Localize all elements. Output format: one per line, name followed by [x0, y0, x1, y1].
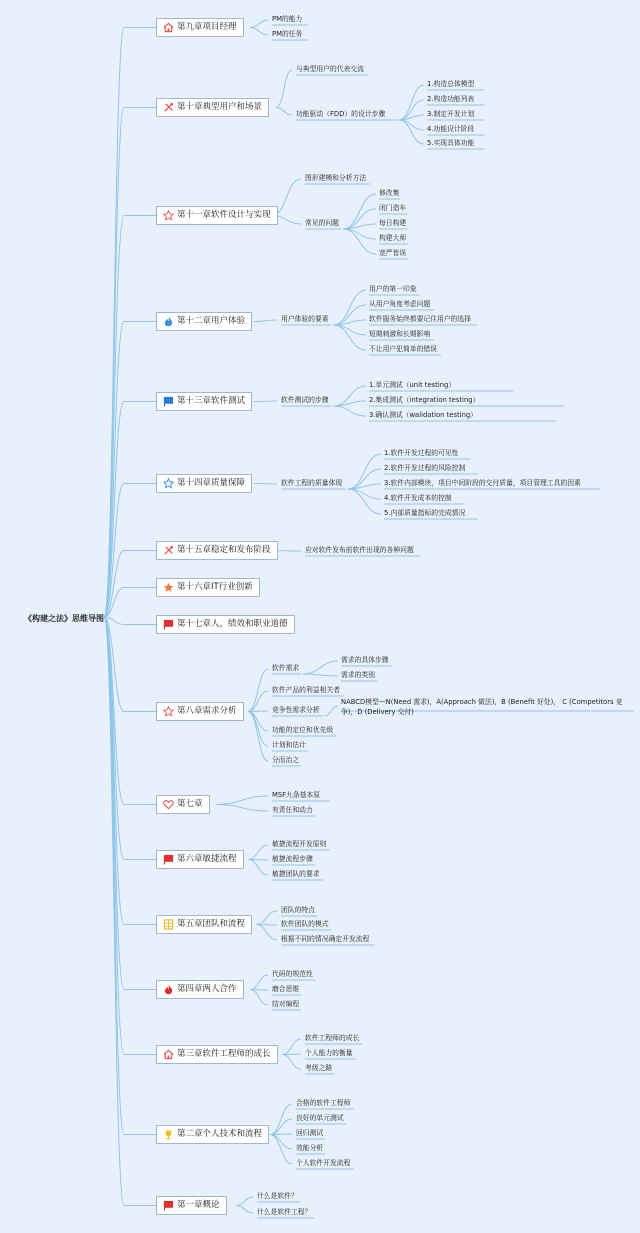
chapter-node[interactable] — [156, 915, 252, 934]
subtopic-item[interactable]: 宽严皆误 — [379, 249, 407, 257]
chapter-label: 第八章需求分析 — [177, 706, 237, 716]
grid-icon — [163, 919, 174, 930]
topic-item[interactable]: 计划和估计 — [272, 741, 306, 749]
flag-icon — [163, 1200, 174, 1211]
subtopic-item[interactable]: 不让用户犯简单的错误 — [369, 345, 437, 353]
flame-icon — [163, 316, 174, 327]
topic-item[interactable]: 软件团队的模式 — [281, 920, 329, 928]
chapter-node[interactable] — [156, 541, 278, 560]
topic-item[interactable]: 竞争性需求分析 — [272, 706, 320, 714]
chapter-label: 第六章敏捷流程 — [177, 854, 237, 864]
chapter-label: 第十章典型用户和场景 — [177, 102, 263, 112]
chapter-node[interactable] — [156, 18, 244, 37]
tools-icon — [163, 102, 174, 113]
chapter-label: 第四章两人合作 — [177, 984, 237, 994]
topic-item[interactable]: 软件需求 — [272, 664, 300, 672]
subtopic-item[interactable]: 每日构建 — [379, 219, 407, 227]
chapter-node[interactable] — [156, 98, 269, 117]
topic-item[interactable]: 合格的软件工程师 — [296, 1099, 351, 1107]
chapter-node[interactable] — [156, 615, 295, 634]
topic-item[interactable]: 软件产品的利益相关者 — [272, 686, 340, 694]
subtopic-item[interactable]: 用户的第一印象 — [369, 285, 417, 293]
topic-item[interactable]: 代码的规范性 — [272, 970, 313, 978]
chapter-label: 第二章个人技术和流程 — [177, 1129, 263, 1139]
chapter-node[interactable] — [156, 206, 278, 225]
subtopic-item[interactable]: 5.实现具体功能 — [427, 139, 475, 147]
subtopic-item[interactable]: 2.构造功能列表 — [427, 95, 475, 103]
subtopic-item[interactable]: 2.集成测试（integration testing） — [369, 396, 480, 404]
subtopic-item[interactable]: 修改集 — [379, 189, 400, 197]
topic-item[interactable]: 软件测试的步骤 — [281, 396, 329, 404]
star-solid-icon — [163, 582, 174, 593]
topic-item[interactable]: 图形建模和分析方法 — [305, 174, 367, 182]
chapter-node[interactable] — [156, 474, 252, 493]
star-outline-icon — [163, 478, 174, 489]
subtopic-item[interactable]: 5.内部质量指标的完成情况 — [384, 509, 466, 517]
topic-item[interactable]: 用户体验的要素 — [281, 315, 329, 323]
chapter-node[interactable] — [156, 1045, 278, 1064]
topic-item[interactable]: 良好的单元测试 — [296, 1114, 344, 1122]
chapter-node[interactable] — [156, 578, 260, 597]
topic-item[interactable]: 敏捷团队的要求 — [272, 870, 320, 878]
chapter-label: 第十四章质量保障 — [177, 478, 246, 488]
chapter-node[interactable] — [156, 312, 252, 331]
chapter-node[interactable] — [156, 702, 244, 721]
chapter-node[interactable] — [156, 1125, 269, 1144]
chapter-label: 第十七章人，绩效和职业道德 — [177, 619, 288, 629]
chapter-node[interactable] — [156, 850, 244, 869]
topic-item[interactable]: 考级之路 — [305, 1064, 333, 1072]
chapter-label: 第七章 — [177, 799, 203, 809]
subtopic-item[interactable]: 短期刺激和长期影响 — [369, 330, 431, 338]
topic-item[interactable]: 软件工程师的成长 — [305, 1034, 360, 1042]
subtopic-item[interactable]: 闭门造车 — [379, 204, 407, 212]
topic-item[interactable]: 什么是软件工程？ — [257, 1208, 312, 1216]
subtopic-item[interactable]: 需求的类别 — [341, 671, 375, 679]
topic-item[interactable]: 效能分析 — [296, 1144, 324, 1152]
subtopic-item[interactable]: 构建大师 — [379, 234, 407, 242]
subtopic-item[interactable]: NABCD模型—N(Need 需求)，A(Approach 做法)，B (Benefit 好处)， C (Competitors 竞争)，D (Delivery 交付) — [341, 698, 623, 716]
house-icon — [163, 22, 174, 33]
chapter-node[interactable] — [156, 980, 244, 999]
chapter-label: 第十一章软件设计与实现 — [177, 210, 271, 220]
topic-item[interactable]: 与典型用户的代表交流 — [296, 65, 364, 73]
topic-item[interactable]: 个人软件开发流程 — [296, 1159, 351, 1167]
subtopic-item[interactable]: 2.软件开发过程的风险控制 — [384, 464, 466, 472]
trophy-icon — [163, 1129, 174, 1140]
subtopic-item[interactable]: 3.软件内部模块，项目中间阶段的交付质量，项目管理工具的因素 — [384, 479, 581, 487]
subtopic-item[interactable]: 3.制定开发计划 — [427, 110, 475, 118]
topic-item[interactable]: 常见的问题 — [305, 219, 339, 227]
chapter-node[interactable] — [156, 1196, 227, 1215]
topic-item[interactable]: 功能的定位和优先级 — [272, 726, 334, 734]
topic-item[interactable]: 软件工程的质量体现 — [281, 479, 343, 487]
topic-item[interactable]: 根据不同的情况确定开发流程 — [281, 935, 370, 943]
chapter-node[interactable] — [156, 392, 252, 411]
tools-icon — [163, 545, 174, 556]
topic-item[interactable]: 敏捷流程开发原则 — [272, 840, 327, 848]
subtopic-item[interactable]: 需求的具体步骤 — [341, 656, 389, 664]
subtopic-item[interactable]: 软件服务始终都要记住用户的选择 — [369, 315, 471, 323]
star-outline-icon — [163, 706, 174, 717]
chapter-label: 第九章项目经理 — [177, 22, 237, 32]
flame-icon — [163, 984, 174, 995]
root-node[interactable]: 《构建之法》思维导图 — [24, 614, 104, 623]
heart-icon — [163, 799, 174, 810]
topic-item[interactable]: PM的能力 — [272, 15, 303, 23]
topic-item[interactable]: 敏捷流程步骤 — [272, 855, 313, 863]
topic-item[interactable]: 什么是软件？ — [257, 1192, 298, 1200]
topic-item[interactable]: 个人能力的衡量 — [305, 1049, 353, 1057]
flag-icon — [163, 619, 174, 630]
chapter-label: 第三章软件工程师的成长 — [177, 1049, 271, 1059]
star-outline-icon — [163, 210, 174, 221]
chapter-node[interactable] — [156, 795, 210, 814]
topic-item[interactable]: PM的任务 — [272, 30, 303, 38]
subtopic-item[interactable]: 1.构造总体模型 — [427, 80, 475, 88]
chapter-label: 第十六章IT行业创新 — [177, 582, 253, 592]
house-icon — [163, 1049, 174, 1060]
topic-item[interactable]: 功能驱动（FDD）的设计步骤 — [296, 110, 386, 118]
topic-item[interactable]: MSF九条基本原 — [272, 791, 321, 799]
flag-icon — [163, 396, 174, 407]
subtopic-item[interactable]: 4.功能设计阶段 — [427, 125, 475, 133]
chapter-label: 第十三章软件测试 — [177, 396, 246, 406]
subtopic-item[interactable]: 从用户角度考虑问题 — [369, 300, 431, 308]
chapter-label: 第十二章用户体验 — [177, 316, 246, 326]
topic-item[interactable]: 分而治之 — [272, 756, 300, 764]
chapter-label: 第五章团队和流程 — [177, 919, 246, 929]
topic-item[interactable]: 磨合思维 — [272, 985, 300, 993]
topic-item[interactable]: 回归测试 — [296, 1129, 324, 1137]
flag-icon — [163, 854, 174, 865]
topic-item[interactable]: 团队的特点 — [281, 906, 315, 914]
subtopic-item[interactable]: 1.单元测试（unit testing） — [369, 381, 456, 389]
chapter-label: 第十五章稳定和发布阶段 — [177, 545, 271, 555]
subtopic-item[interactable]: 4.软件开发成本的控制 — [384, 494, 452, 502]
topic-item[interactable]: 结对编程 — [272, 1000, 300, 1008]
subtopic-item[interactable]: 3.确认测试（walidation testing） — [369, 411, 477, 419]
topic-item[interactable]: 有责任和动力 — [272, 806, 313, 814]
topic-item[interactable]: 应对软件发布前软件出现的各种问题 — [305, 546, 414, 554]
subtopic-item[interactable]: 1.软件开发过程的可见性 — [384, 449, 459, 457]
chapter-label: 第一章概论 — [177, 1200, 220, 1210]
